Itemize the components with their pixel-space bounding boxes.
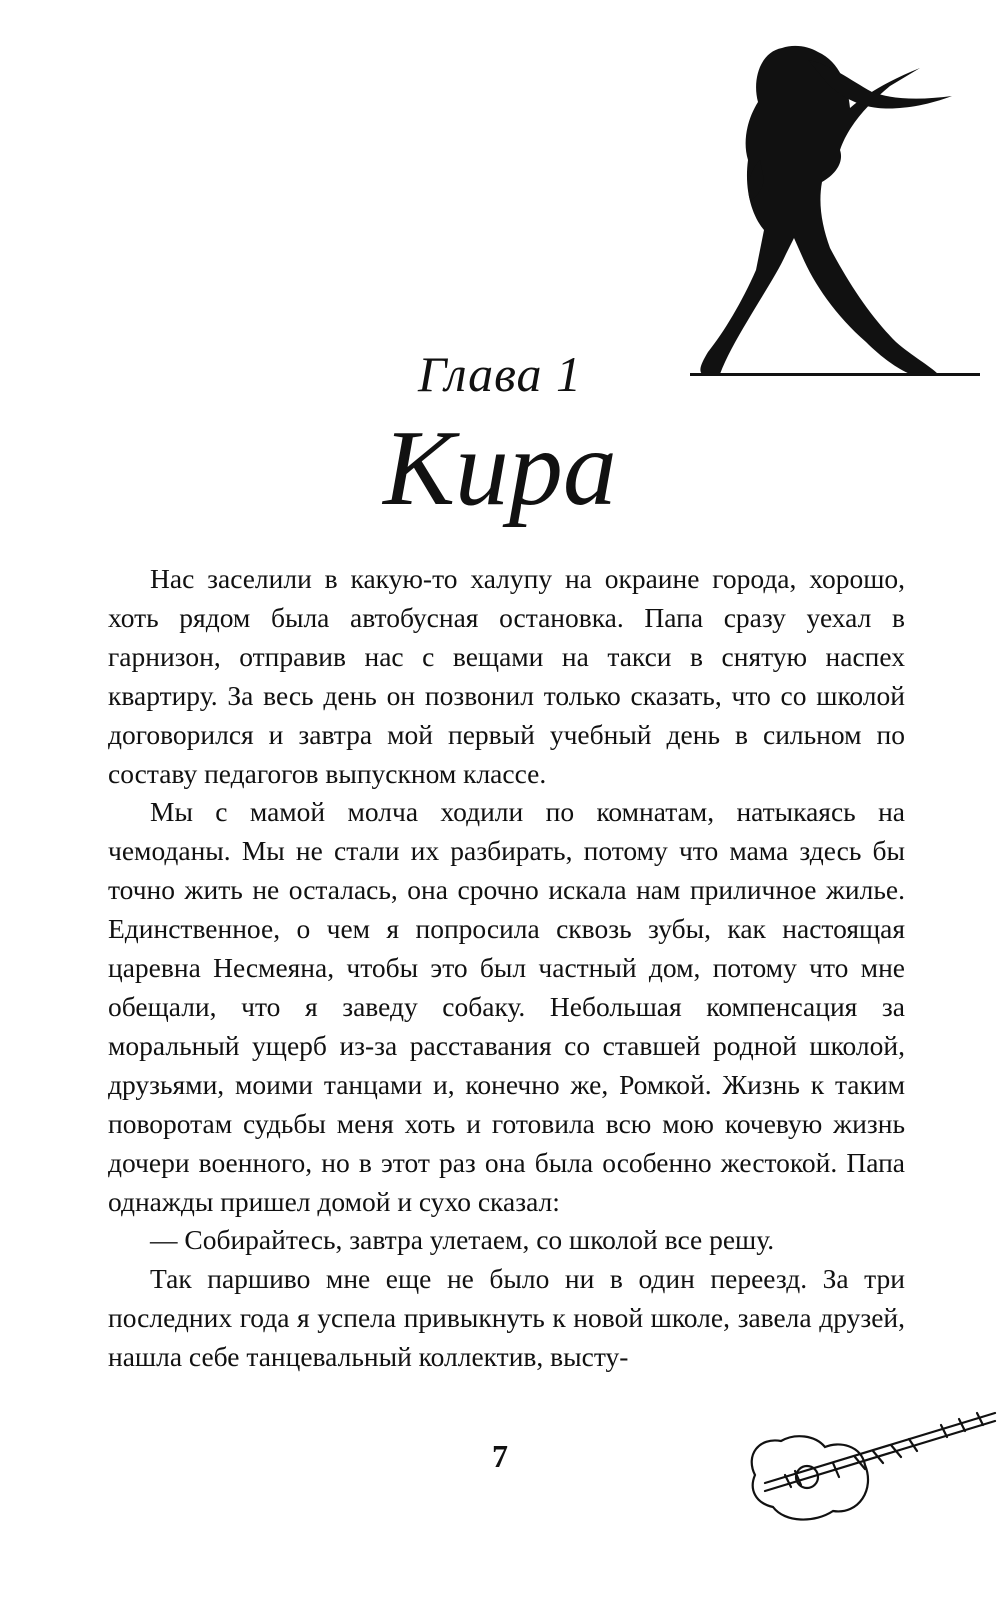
guitar-doodle-icon: [745, 1395, 1000, 1545]
page-number: 7: [492, 1438, 508, 1474]
paragraph-1: Нас заселили в какую-то халупу на окраине города, хорошо, хоть рядом была автобусная остановка. Папа сразу уехал в гарнизон, отправив нас с вещами на такси в снятую наспех квартиру. За весь день он позвонил только сказать, что со школой договорился и завтра мой первый учебный день в сильном по составу педагогов выпускном классе.: [108, 563, 905, 789]
paragraph-2: Мы с мамой молча ходили по комнатам, натыкаясь на чемоданы. Мы не стали их разбирать, потому что мама здесь бы точно жить не осталась, она срочно искала нам приличное жилье. Единственное, о чем я попросила сквозь зубы, как настоящая царевна Несмеяна, чтобы это был частный дом, потому что мне обещали, что я заведу собаку. Небольшая компенсация за моральный ущерб из-за расставания со ставшей родной школой, друзьями, моими танцами и, конечно же, Ромкой. Жизнь к таким поворотам судьбы меня хоть и готовила всю мою кочевую жизнь дочери военного, но в этот раз она была особенно жестокой. Папа однажды пришел домой и сухо сказал:: [108, 796, 905, 1217]
chapter-body: [108, 560, 905, 1377]
paragraph-4: Так паршиво мне еще не было ни в один переезд. За три последних года я успела привыкнуть к новой школе, завела друзей, нашла себе танцевальный коллектив, высту-: [108, 1263, 905, 1373]
chapter-title: Кира: [383, 409, 617, 528]
paragraph-3-dialogue: — Собирайтесь, завтра улетаем, со школой все решу.: [150, 1224, 775, 1256]
dancer-silhouette-icon: [690, 40, 980, 385]
chapter-label: Глава 1: [417, 346, 583, 402]
